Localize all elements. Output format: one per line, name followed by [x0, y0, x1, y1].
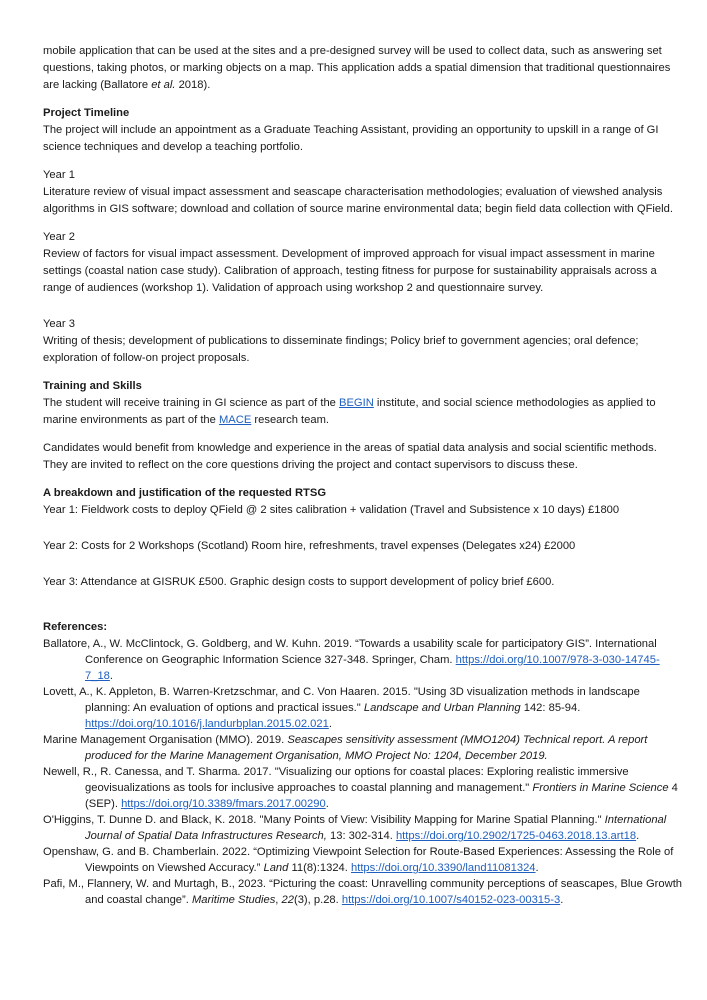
year2-text: Review of factors for visual impact assessment. Development of improved approach for visual impact assessment in marine settings (coastal nation case study). Calibration of approach, testing fitness for purpose for sustainability appraisals across a range of audiences (workshop 1). Validation of approach using workshop 2 and questionnaire survey.	[43, 248, 657, 294]
intro-paragraph	[43, 43, 683, 94]
reference-mmo	[43, 732, 683, 764]
reference-openshaw	[43, 844, 683, 876]
ref-journal: International Journal of Spatial Data Infrastructures Research,	[85, 814, 667, 842]
spacer	[43, 519, 683, 538]
begin-link[interactable]: BEGIN	[339, 397, 374, 409]
ref-end: .	[636, 830, 640, 842]
ref-rest: 4 (SEP).	[85, 782, 678, 810]
ref-journal: Frontiers in Marine Science	[532, 782, 669, 794]
ref-text: Marine Management Organisation (MMO). 2019.	[43, 734, 288, 746]
ref-journal: Maritime Studies	[191, 894, 276, 906]
training-text-b: institute, and social science methodologies as applied to marine environments as part of the	[43, 397, 656, 426]
references-heading: References:	[43, 621, 108, 633]
ref-text: Lovett, A., K. Appleton, B. Warren-Kretzschmar, and C. Von Haaren. 2015. "Using 3D visualization methods in landscape planning: An evaluation of options and practical issues."	[43, 686, 640, 714]
spacer	[43, 297, 683, 316]
timeline-heading: Project Timeline	[43, 107, 130, 119]
timeline-text: The project will include an appointment as a Graduate Teaching Assistant, providing an opportunity to upskill in a range of GI science techniques and develop a teaching portfolio.	[43, 124, 659, 153]
ref-volume: 22	[281, 894, 294, 906]
training-text	[43, 395, 683, 429]
ref-title: Seascapes sensitivity assessment (MMO1204) Technical report. A report produced for the Marine Management Organisation, MMO Project No: 1204, December 2019.	[85, 734, 648, 762]
year3-text: Writing of thesis; development of publications to disseminate findings; Policy brief to government agencies; oral defence; exploration of follow-on project proposals.	[43, 335, 639, 364]
ref-end: .	[560, 894, 564, 906]
doi-link[interactable]: https://doi.org/10.3390/land11081324	[350, 862, 536, 874]
ref-journal: Land	[263, 862, 289, 874]
reference-ballatore	[43, 636, 683, 684]
ref-end: .	[535, 862, 539, 874]
reference-ohiggins	[43, 812, 683, 844]
candidates-text: Candidates would benefit from knowledge and experience in the areas of spatial data analysis and social scientific methods. They are invited to reflect on the core questions driving the project and contact supervisors to discuss these.	[43, 442, 657, 471]
ref-end: .	[109, 670, 113, 682]
intro-end: 2018).	[175, 79, 211, 91]
training-text-a: The student will receive training in GI science as part of the	[43, 397, 339, 409]
doi-link[interactable]: https://doi.org/10.3389/fmars.2017.00290	[121, 798, 326, 810]
doi-link[interactable]: https://doi.org/10.1016/j.landurbplan.2015.02.021	[85, 718, 329, 730]
ref-rest: 11(8):1324.	[288, 862, 351, 874]
doi-link[interactable]: https://doi.org/10.1007/978-3-030-14745-7_18	[85, 654, 660, 682]
document-page	[43, 43, 683, 908]
training-heading: Training and Skills	[43, 380, 142, 392]
ref-end: .	[325, 798, 329, 810]
ref-journal: Landscape and Urban Planning	[363, 702, 521, 714]
spacer	[43, 555, 683, 574]
rtsg-year2: Year 2: Costs for 2 Workshops (Scotland) Room hire, refreshments, travel expenses (Delegates x24) £2000	[43, 540, 576, 552]
ref-rest: 142: 85-94.	[520, 702, 581, 714]
doi-link[interactable]: https://doi.org/10.2902/1725-0463.2018.13.art18	[395, 830, 637, 842]
ref-end: .	[328, 718, 332, 730]
year1-label: Year 1	[43, 169, 75, 181]
year2-label: Year 2	[43, 231, 75, 243]
ref-text: O'Higgins, T. Dunne D. and Black, K. 2018. "Many Points of View: Visibility Mapping for Marine Spatial Planning."	[43, 814, 605, 826]
doi-link[interactable]: https://doi.org/10.1007/s40152-023-00315-3	[341, 894, 561, 906]
year1-text: Literature review of visual impact assessment and seascape characterisation methodologies; evaluation of viewshed analysis algorithms in GIS software; download and collation of source marine environmental data; begin field data collection with QField.	[43, 186, 673, 215]
ref-rest: (3), p.28.	[293, 894, 342, 906]
rtsg-year1: Year 1: Fieldwork costs to deploy QField @ 2 sites calibration + validation (Travel and Subsistence x 10 days) £1800	[43, 504, 620, 516]
ref-sep: ,	[275, 894, 282, 906]
intro-text: mobile application that can be used at the sites and a pre-designed survey will be used to collect data, such as answering set questions, taking photos, or marking objects on a map. This application adds a spatial dimension that traditional questionnaires are lacking (Ballatore	[43, 45, 671, 91]
rtsg-year3: Year 3: Attendance at GISRUK £500. Graphic design costs to support development of policy brief £600.	[43, 576, 555, 588]
intro-etal: et al.	[151, 79, 176, 91]
year3-label: Year 3	[43, 318, 75, 330]
ref-text: Openshaw, G. and B. Chamberlain. 2022. “Optimizing Viewpoint Selection for Route-Based Experiences: Assessing the Role of Viewpoints on Viewshed Accuracy.”	[43, 846, 674, 874]
reference-lovett	[43, 684, 683, 732]
ref-text: Pafi, M., Flannery, W. and Murtagh, B., 2023. “Picturing the coast: Unravelling community perceptions of seascapes, Blue Growth and coastal change”.	[43, 878, 683, 906]
training-text-c: research team.	[251, 414, 330, 426]
ref-text: Ballatore, A., W. McClintock, G. Goldberg, and W. Kuhn. 2019. “Towards a usability scale for participatory GIS”. International Conference on Geographic Information Science 327-348. Springer, Cham.	[43, 638, 657, 666]
ref-rest: 13: 302-314.	[326, 830, 396, 842]
reference-newell	[43, 764, 683, 812]
spacer	[43, 591, 683, 619]
ref-text: Newell, R., R. Canessa, and T. Sharma. 2017. "Visualizing our options for coastal places: Exploring realistic immersive geovisualizations as tools for inclusive approaches to coastal planning and management."	[43, 766, 629, 794]
mace-link[interactable]: MACE	[218, 414, 252, 426]
reference-pafi	[43, 876, 683, 908]
rtsg-heading: A breakdown and justification of the requested RTSG	[43, 487, 327, 499]
